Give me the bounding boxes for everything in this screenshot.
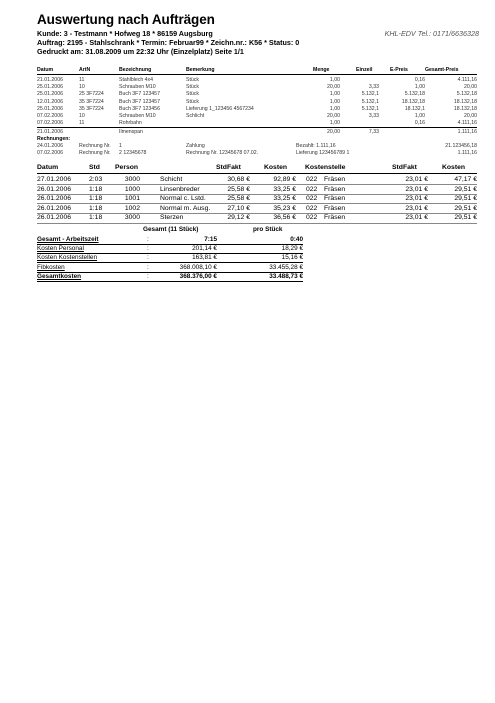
work-cell: 1001: [124, 195, 140, 203]
top-cell: 18.132,18: [401, 98, 425, 105]
top-cell: Stahlblech 4x4: [119, 77, 154, 83]
work-cell: 23,01 €: [405, 185, 428, 193]
invoice-cell: 1: [119, 143, 122, 149]
report-title: Auswertung nach Aufträgen: [37, 12, 215, 27]
top-cell: Lieferung 1_123456 4567234: [186, 105, 254, 112]
work-cell: 29,12 €: [227, 214, 250, 222]
top-cell: 21.01.2006: [37, 77, 63, 83]
top-total-cell: 21.01.2006: [37, 129, 63, 135]
summary-per: 15,16 €: [281, 254, 303, 262]
work-header-rule: [37, 173, 477, 174]
top-cell: 35 3F7224: [79, 98, 104, 105]
work-cell: 022: [306, 185, 318, 193]
work-cell: 022: [306, 195, 318, 203]
work-cell: 1002: [124, 204, 140, 212]
invoice-cell: 2 12345678: [119, 150, 147, 157]
company-contact: KHL-EDV Tel.: 0171/6636328: [384, 29, 479, 38]
top-cell: 4.111,16: [457, 120, 477, 127]
work-cell: Fräsen: [324, 185, 346, 193]
col-bezeichnung: Bezeichnung: [119, 67, 152, 73]
top-cell: 12.01.2006: [37, 98, 63, 105]
invoice-cell: 21.123456,18: [445, 143, 477, 149]
top-cell: 1,00: [329, 105, 340, 112]
top-cell: 3,33: [368, 113, 379, 119]
invoice-cell: Bezahlt: 1.111,16: [296, 143, 336, 149]
work-col-kostenstelle: Kostenstelle: [305, 164, 346, 171]
summary-per: 18,29 €: [281, 245, 303, 253]
summary-total: 368.376,00 €: [179, 272, 217, 280]
summary-label: Gesamt - Arbeitszeit: [37, 236, 99, 243]
work-col-stdfakt: StdFakt: [216, 164, 241, 171]
invoice-cell: Zahlung: [186, 143, 205, 149]
work-cell: 23,01 €: [405, 214, 428, 222]
work-row-rule: [37, 223, 477, 224]
top-cell: Schrauben M10: [119, 84, 156, 91]
summary-head-per: pro Stück: [253, 226, 283, 233]
work-cell: 47,17 €: [454, 176, 477, 183]
top-cell: 5.132,1: [361, 105, 379, 112]
work-cell: 29,51 €: [454, 195, 477, 203]
top-cell: 07.02.2006: [37, 120, 63, 127]
summary-label: Gesamtkosten: [37, 272, 82, 280]
work-cell: 23,01 €: [405, 195, 428, 203]
invoice-cell: 07.02.2006: [37, 150, 63, 157]
top-cell: 1,00: [329, 91, 340, 98]
work-cell: 33,25 €: [273, 185, 296, 193]
top-cell: Stück: [186, 98, 199, 105]
top-cell: 3,33: [368, 84, 379, 91]
summary-total: 163,81 €: [192, 254, 217, 262]
invoice-cell: 1.111,16: [457, 150, 477, 157]
work-cell: Linsenbreder: [160, 185, 200, 193]
invoice-cell: Lieferung 123456789 1: [296, 150, 350, 157]
top-cell: 4.111,16: [457, 77, 477, 83]
top-cell: 20,00: [327, 113, 340, 119]
top-cell: 0,16: [414, 120, 425, 127]
work-cell: 022: [306, 176, 318, 183]
top-cell: 20,00: [464, 84, 477, 91]
work-cell: 33,25 €: [273, 195, 296, 203]
summary-label: Kosten Kostenstellen: [37, 254, 98, 262]
top-total-cell: Ilmenspan: [119, 129, 143, 135]
work-cell: 26.01.2006: [37, 214, 72, 222]
top-header-rule: [37, 74, 477, 75]
work-cell: 92,89 €: [273, 176, 296, 183]
work-cell: 1000: [124, 185, 140, 193]
customer-line: Kunde: 3 - Testmann * Hofweg 18 * 86159 Augsburg: [37, 29, 213, 38]
order-line: Auftrag: 2195 - Stahlschrank * Termin: Februar99 * Zeichn.nr.: K56 * Status: 0: [37, 38, 300, 47]
top-cell: Schrauben M10: [119, 113, 156, 119]
work-cell: 1:18: [89, 214, 103, 222]
top-cell: Schlicht: [186, 113, 205, 119]
work-cell: 3000: [124, 214, 140, 222]
top-cell: 5.132,1: [361, 91, 379, 98]
work-cell: Fräsen: [324, 176, 346, 183]
rechnungen-label: Rechnungen:: [37, 136, 71, 142]
top-cell: Buch 3F7 123456: [119, 105, 160, 112]
summary-label: Kosten Personal: [37, 245, 84, 253]
printed-line: Gedruckt am: 31.08.2009 um 22:32 Uhr (Einzelplatz) Seite 1/1: [37, 47, 244, 56]
summary-total: 201,14 €: [192, 245, 217, 253]
top-cell: 11: [79, 77, 85, 83]
col-gesamtpreis: Gesamt-Preis: [425, 67, 459, 73]
top-cell: 18.132,18: [453, 98, 477, 105]
top-cell: 1,00: [329, 120, 340, 127]
col-bemerkung: Bemerkung: [186, 67, 215, 73]
top-cell: Buch 3F7 123457: [119, 91, 160, 98]
top-cell: 25.01.2006: [37, 105, 63, 112]
work-cell: 29,51 €: [454, 204, 477, 212]
work-cell: Sterzen: [160, 214, 184, 222]
top-cell: 25 3F7224: [79, 91, 104, 98]
top-cell: Rohrbahn: [119, 120, 142, 127]
work-col-person: Person: [115, 164, 139, 171]
work-cell: 022: [306, 214, 318, 222]
top-cell: 1,00: [329, 77, 340, 83]
work-col-kosten: Kosten: [264, 164, 288, 171]
work-cell: 27.01.2006: [37, 176, 72, 183]
top-cell: Stück: [186, 84, 199, 91]
top-cell: 25.01.2006: [37, 84, 63, 91]
work-cell: 2:03: [89, 176, 103, 183]
work-cell: Fräsen: [324, 195, 346, 203]
top-cell: Buch 3F7 123457: [119, 98, 160, 105]
work-cell: Normal m. Ausg.: [160, 204, 211, 212]
top-cell: 25.01.2006: [37, 91, 63, 98]
work-cell: Schicht: [160, 176, 183, 183]
work-cell: 3000: [124, 176, 140, 183]
work-cell: 23,01 €: [405, 204, 428, 212]
work-cell: 23,01 €: [405, 176, 428, 183]
work-cell: 1:18: [89, 195, 103, 203]
summary-per: 33.488,73 €: [269, 272, 303, 280]
summary-head-total: Gesamt (11 Stück): [143, 226, 199, 233]
work-cell: 30,68 €: [227, 176, 250, 183]
work-cell: 26.01.2006: [37, 195, 72, 203]
col-epreis: E-Preis: [390, 67, 408, 73]
work-cell: 1:18: [89, 185, 103, 193]
top-cell: 35 3F7224: [79, 105, 104, 112]
col-artn: ArtN: [79, 67, 91, 73]
work-cell: Fräsen: [324, 204, 346, 212]
col-menge: Menge: [313, 67, 330, 73]
work-col-kosten-2: Kosten: [442, 164, 466, 171]
summary-sep: :: [147, 236, 149, 243]
top-total-cell: 20,00: [327, 129, 340, 135]
work-cell: 022: [306, 204, 318, 212]
work-cell: 29,51 €: [454, 185, 477, 193]
top-cell: 5.132,18: [404, 91, 425, 98]
invoice-cell: Rechnung Nr. 12345678 07.02.: [186, 150, 259, 157]
work-cell: 25,58 €: [227, 195, 250, 203]
top-cell: 18.132,1: [404, 105, 425, 112]
summary-sep: :: [147, 245, 149, 253]
top-cell: 11: [79, 120, 85, 127]
top-total-cell: 7,33: [368, 129, 379, 135]
work-col-std: Std: [89, 164, 100, 171]
top-cell: 07.02.2006: [37, 113, 63, 119]
work-cell: Normal c. Lstd.: [160, 195, 206, 203]
work-cell: 25,58 €: [227, 185, 250, 193]
summary-per: 33.455,28 €: [269, 263, 303, 271]
work-cell: 29,51 €: [454, 214, 477, 222]
work-cell: 35,23 €: [273, 204, 296, 212]
top-total-rule: [37, 127, 477, 128]
summary-per: 0:40: [290, 236, 303, 243]
top-cell: 20,00: [327, 84, 340, 91]
work-col-stdfakt-2: StdFakt: [392, 164, 417, 171]
summary-total: 368.008,10 €: [179, 263, 217, 271]
top-cell: 10: [79, 113, 85, 119]
work-cell: 26.01.2006: [37, 185, 72, 193]
top-cell: 20,00: [464, 113, 477, 119]
work-cell: 1:18: [89, 204, 103, 212]
summary-sep: :: [147, 272, 149, 280]
top-cell: Stück: [186, 91, 199, 98]
invoice-cell: Rechnung Nr.: [79, 143, 111, 149]
top-cell: 0,16: [414, 77, 425, 83]
work-cell: Fräsen: [324, 214, 346, 222]
top-cell: Stück: [186, 77, 199, 83]
top-cell: 5.132,18: [456, 91, 477, 98]
col-einzeil: Einzeil: [356, 67, 373, 73]
summary-label: Fibkosten: [37, 263, 65, 271]
work-cell: 36,56 €: [273, 214, 296, 222]
top-cell: 1,00: [414, 113, 425, 119]
top-cell: 1,00: [329, 98, 340, 105]
summary-row-rule: [37, 281, 303, 282]
summary-sep: :: [147, 263, 149, 271]
work-col-datum: Datum: [37, 164, 59, 171]
invoice-cell: Rechnung Nr.: [79, 150, 111, 157]
summary-total: 7:15: [204, 236, 217, 243]
top-total-cell: 1.111,16: [457, 129, 477, 135]
top-cell: 5.132,1: [361, 98, 379, 105]
work-cell: 27,10 €: [227, 204, 250, 212]
invoice-cell: 24.01.2006: [37, 143, 63, 149]
work-cell: 26.01.2006: [37, 204, 72, 212]
col-datum: Datum: [37, 67, 54, 73]
top-cell: 1,00: [414, 84, 425, 91]
top-cell: 18.132,18: [453, 105, 477, 112]
top-cell: 10: [79, 84, 85, 91]
summary-sep: :: [147, 254, 149, 262]
